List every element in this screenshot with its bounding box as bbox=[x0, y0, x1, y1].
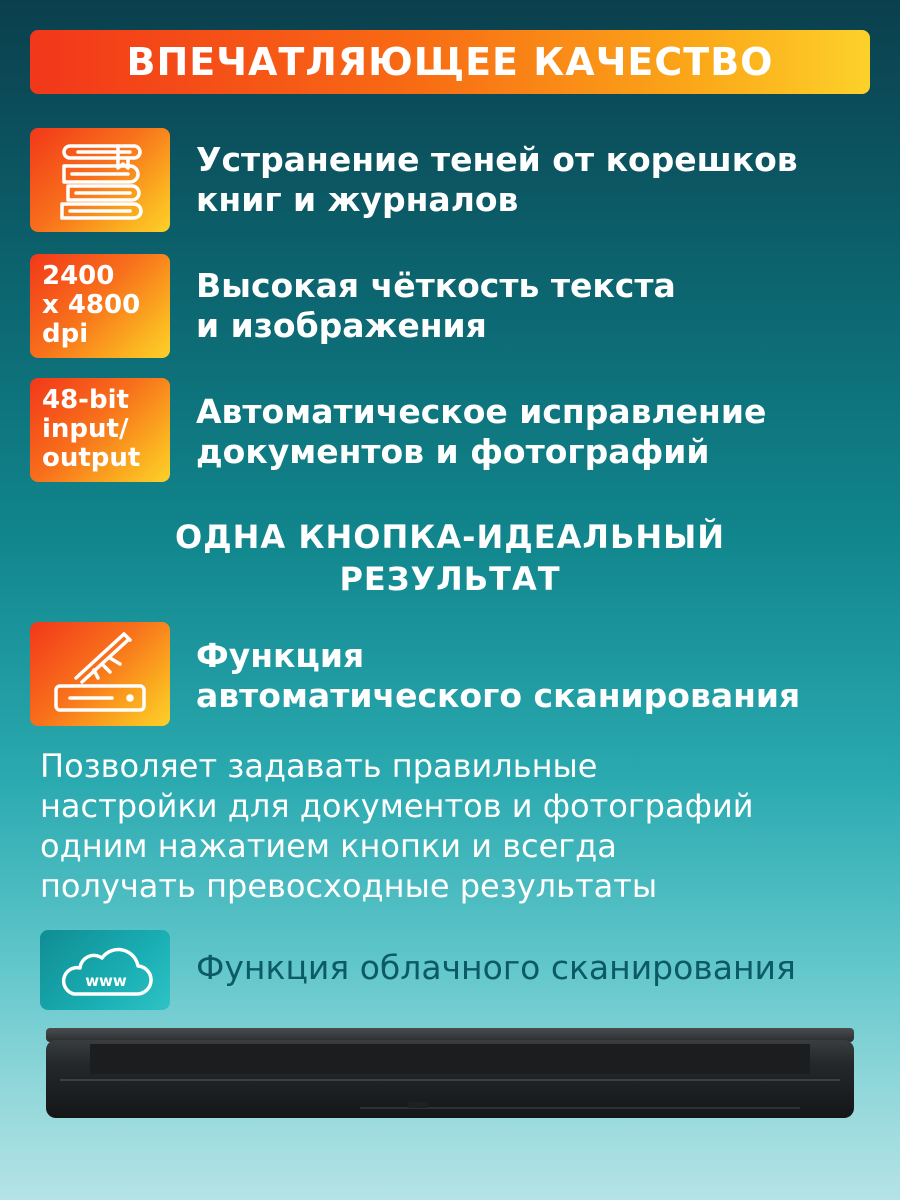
scanner-led bbox=[408, 1102, 428, 1108]
books-icon bbox=[30, 128, 170, 232]
description-line: получать превосходные результаты bbox=[40, 867, 658, 905]
one-button-heading bbox=[0, 516, 900, 600]
scanner-device-image bbox=[40, 1026, 860, 1122]
feature-cloud-scan: Функция облачного сканирования bbox=[196, 948, 796, 987]
scanner-front-panel bbox=[90, 1044, 810, 1074]
description-line: одним нажатием кнопки и всегда bbox=[40, 827, 617, 865]
heading-line: ОДНА КНОПКА-ИДЕАЛЬНЫЙ bbox=[174, 518, 726, 556]
feature-line: Устранение теней от корешков bbox=[196, 140, 798, 179]
scanner-badge bbox=[30, 622, 170, 726]
feature-line: Автоматическое исправление bbox=[196, 392, 767, 431]
feature-line: автоматического сканирования bbox=[196, 676, 801, 715]
heading-line: РЕЗУЛЬТАТ bbox=[339, 560, 561, 598]
cloud-badge bbox=[40, 930, 170, 1010]
feature-sharpness bbox=[196, 266, 886, 346]
auto-scan-description bbox=[40, 746, 890, 906]
cloud-www-icon bbox=[40, 930, 170, 1010]
bit-depth-badge-text bbox=[42, 386, 166, 473]
bit-depth-badge bbox=[30, 378, 170, 482]
feature-shadow-removal bbox=[196, 140, 886, 220]
books-badge bbox=[30, 128, 170, 232]
feature-auto-correction bbox=[196, 392, 886, 472]
badge-line: 48-bit bbox=[42, 385, 129, 415]
header-banner bbox=[30, 30, 870, 94]
feature-auto-scan bbox=[196, 636, 886, 716]
resolution-badge-text bbox=[42, 262, 166, 349]
www-label: www bbox=[85, 972, 127, 990]
scanner-icon bbox=[30, 622, 170, 726]
feature-line: книг и журналов bbox=[196, 180, 519, 219]
feature-line: Функция bbox=[196, 636, 365, 675]
badge-line: 2400 bbox=[42, 261, 115, 291]
description-line: настройки для документов и фотографий bbox=[40, 787, 754, 825]
badge-line: x 4800 bbox=[42, 290, 141, 320]
badge-line: input/ bbox=[42, 414, 129, 444]
badge-line: output bbox=[42, 443, 141, 473]
scanner-lid bbox=[46, 1028, 854, 1042]
badge-line: dpi bbox=[42, 319, 89, 349]
resolution-badge bbox=[30, 254, 170, 358]
description-line: Позволяет задавать правильные bbox=[40, 747, 598, 785]
feature-line: Высокая чёткость текста bbox=[196, 266, 676, 305]
feature-line: документов и фотографий bbox=[196, 432, 710, 471]
feature-line: и изображения bbox=[196, 306, 487, 345]
page-title: ВПЕЧАТЛЯЮЩЕЕ КАЧЕСТВО bbox=[126, 40, 774, 84]
